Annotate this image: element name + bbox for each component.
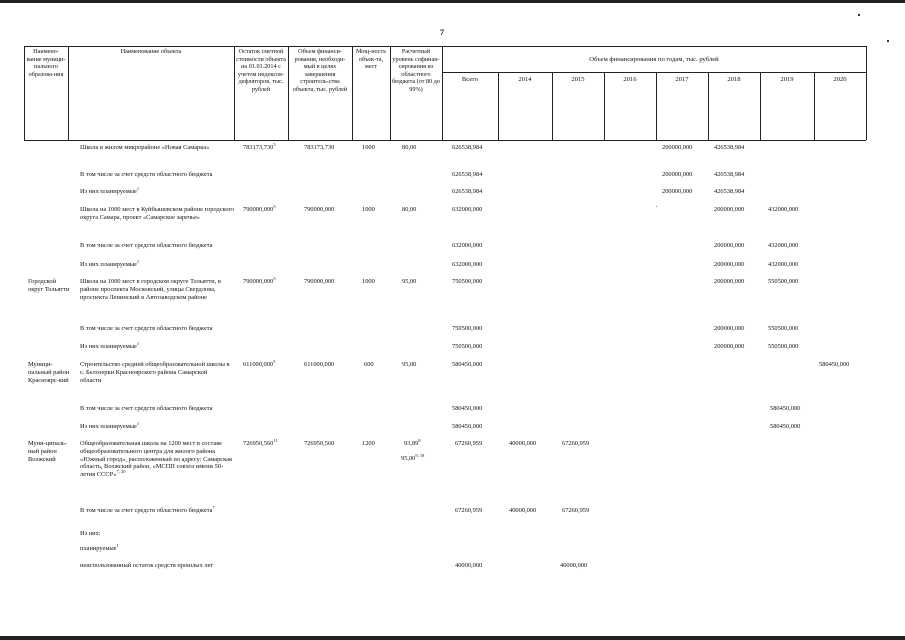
planned-subrow-label: Из них планируемые$^1$ [80, 185, 140, 195]
cofinancing-level: 80,00 [402, 206, 417, 213]
header-cofinancing-level: Расчетный уровень софинан-сирования из областного бюджета (от 80 до 99%) [392, 48, 440, 93]
amount-2018: 426538,984 [714, 144, 745, 151]
amount-total: 626538,984 [452, 188, 483, 195]
object-name: Общеобразовательная школа на 1200 мест в составе общеобразовательного центра для жилого района «Южный город», расположенный по адресу: Самарская область, Волжский район, «МСПП совхоз имени 50-летия СССР»$^{7, 20}$ [80, 440, 232, 479]
remaining-cost: 790000,000$^5$ [243, 203, 276, 213]
cofinancing-level-alt: 95,00$^{9, 18}$ [401, 452, 425, 462]
amount-2018: 200000,000 [714, 242, 745, 249]
column-rule [234, 46, 235, 140]
amount-2019: 550500,000 [768, 343, 799, 350]
amount-2019: 550500,000 [768, 325, 799, 332]
financing-volume: 790000,000 [304, 278, 335, 285]
amount-2014: 40000,000 [509, 507, 537, 514]
capacity: 1200 [362, 440, 375, 447]
amount-2020: 580450,000 [770, 423, 801, 430]
header-financing-volume: Объем финанси-рования, необходи-мый в целях завершения строитель-ства объекта, тыс. рублей [292, 48, 348, 93]
header-remaining-cost: Остаток сметной стоимости объекта на 01.01.2014 с учетом индексов-дефляторов, тыс. рублей [236, 48, 286, 93]
budget-subrow-label: В том числе за счет средств областного бюджета [80, 171, 213, 178]
capacity: 600 [364, 361, 374, 368]
amount-2019: 432000,000 [768, 206, 799, 213]
cofinancing-level: 95,00 [402, 278, 417, 285]
municipality-name: Городской округ Тольятти [28, 278, 70, 293]
page-top-border [0, 0, 905, 3]
amount-total: 750500,000 [452, 325, 483, 332]
header-years-group: Объем финансирования по годам, тыс. рублей [589, 56, 719, 63]
amount-2019: 432000,000 [768, 261, 799, 268]
remaining-cost: 783173,730$^5$ [243, 141, 276, 151]
table-header [24, 46, 866, 140]
financing-volume: 790000,000 [304, 206, 335, 213]
amount-2018: 200000,000 [714, 261, 745, 268]
column-rule [442, 46, 443, 140]
amount-2018: 200000,000 [714, 278, 745, 285]
planned-subrow-label: планируемые$^1$ [80, 542, 119, 552]
amount-2015: 67260,959 [562, 507, 590, 514]
scan-speck [887, 40, 889, 42]
amount-2017: 200000,000 [662, 171, 693, 178]
header-municipality: Наимено-вание муници-пального образова-ния [26, 48, 66, 78]
amount-total: 626538,984 [452, 171, 483, 178]
amount-2018: 200000,000 [714, 325, 745, 332]
remaining-cost: 611000,000$^5$ [243, 358, 276, 368]
header-year-2015: 2015 [571, 76, 585, 83]
planned-subrow-label: Из них планируемые$^1$ [80, 420, 140, 430]
municipality-name: Муници-пальный район Красноярс-кий [28, 361, 70, 384]
years-group-rule [442, 72, 866, 73]
amount-2020: 580450,000 [819, 361, 850, 368]
planned-subrow-label: Из них планируемые$^1$ [80, 340, 140, 350]
header-year-total: Всего [461, 76, 479, 83]
header-year-2016: 2016 [623, 76, 637, 83]
page-bottom-border [0, 636, 905, 640]
cofinancing-level: 93,89$^8$ [404, 437, 421, 447]
cofinancing-level: 80,00 [402, 144, 417, 151]
amount-total: 632000,000 [452, 261, 483, 268]
amount-2018: 426538,984 [714, 171, 745, 178]
amount-2017: 200000,000 [662, 188, 693, 195]
amount-total: 580450,000 [452, 423, 483, 430]
column-rule [288, 46, 289, 140]
remaining-cost: 790000,000$^5$ [243, 275, 276, 285]
amount-total: 632000,000 [452, 206, 483, 213]
header-year-2019: 2019 [780, 76, 794, 83]
cofinancing-level: 95,00 [402, 361, 417, 368]
amount-2018: 200000,000 [714, 206, 745, 213]
amount-2014: 40000,000 [509, 440, 537, 447]
amount-2015: 67260,959 [562, 440, 590, 447]
column-rule [352, 46, 353, 140]
header-year-2018: 2018 [727, 76, 741, 83]
object-name: Школа на 1000 мест в Куйбышевском районе городского округа Самара, проект «Самарское заречье» [80, 206, 235, 221]
column-rule [390, 46, 391, 140]
amount-total: 580450,000 [452, 361, 483, 368]
header-top-rule [24, 46, 866, 47]
amount-total: 626538,984 [452, 144, 483, 151]
capacity: 1000 [362, 206, 375, 213]
header-object: Наименование объекта [120, 48, 182, 55]
financing-volume: 783173,730 [304, 144, 335, 151]
amount-2020: 580450,000 [770, 405, 801, 412]
unused-balance-label: неиспользованный остаток средств прошлых лет [80, 562, 214, 569]
header-bottom-rule [24, 140, 866, 141]
budget-subrow-label: В том числе за счет средств областного бюджета [80, 325, 213, 332]
amount-total: 580450,000 [452, 405, 483, 412]
amount-2015: 40000,000 [560, 562, 588, 569]
amount-total: 40000,000 [455, 562, 483, 569]
column-rule [68, 46, 69, 140]
amount-total: 750500,000 [452, 343, 483, 350]
column-rule [866, 46, 867, 140]
header-year-2014: 2014 [518, 76, 532, 83]
scan-speck [858, 14, 860, 16]
header-year-2020: 2020 [833, 76, 847, 83]
amount-2019: 432000,000 [768, 242, 799, 249]
column-rule [24, 46, 25, 140]
budget-subrow-label: В том числе за счет средств областного бюджета [80, 405, 213, 412]
object-name: Школа на 1000 мест в городском округе Тольятти, в районе проспекта Московский, улицы Свердлова, проспекта Ленинский в Автозаводском районе [80, 278, 221, 301]
header-year-2017: 2017 [675, 76, 689, 83]
amount-total: 750500,000 [452, 278, 483, 285]
scan-speck [656, 206, 657, 207]
capacity: 1000 [362, 144, 375, 151]
amount-total: 67260,959 [455, 507, 483, 514]
financing-volume: 726950,560 [304, 440, 335, 447]
amount-2018: 200000,000 [714, 343, 745, 350]
object-name: Строительство средней общеобразовательной школы в с. Белозерки Красноярского района Самарской области [80, 361, 230, 384]
budget-subrow-label: В том числе за счет средств областного бюджета$^7$ [80, 504, 215, 514]
amount-total: 67260,959 [455, 440, 483, 447]
budget-subrow-label: В том числе за счет средств областного бюджета [80, 242, 213, 249]
financing-volume: 611000,000 [304, 361, 335, 368]
of-which-label: Из них: [80, 530, 101, 537]
header-capacity: Мощ-ность объек-та, мест [355, 48, 387, 71]
planned-subrow-label: Из них планируемые$^1$ [80, 258, 140, 268]
amount-2019: 550500,000 [768, 278, 799, 285]
municipality-name: Муни-ципаль-ный район Волжский [28, 440, 68, 463]
remaining-cost: 726950,560$^{11}$ [243, 437, 278, 447]
capacity: 1000 [362, 278, 375, 285]
amount-2018: 426538,984 [714, 188, 745, 195]
amount-total: 632000,000 [452, 242, 483, 249]
page-number: 7 [440, 28, 444, 37]
amount-2017: 200000,000 [662, 144, 693, 151]
object-name: Школа в жилом микрорайоне «Новая Самарка» [80, 144, 210, 151]
